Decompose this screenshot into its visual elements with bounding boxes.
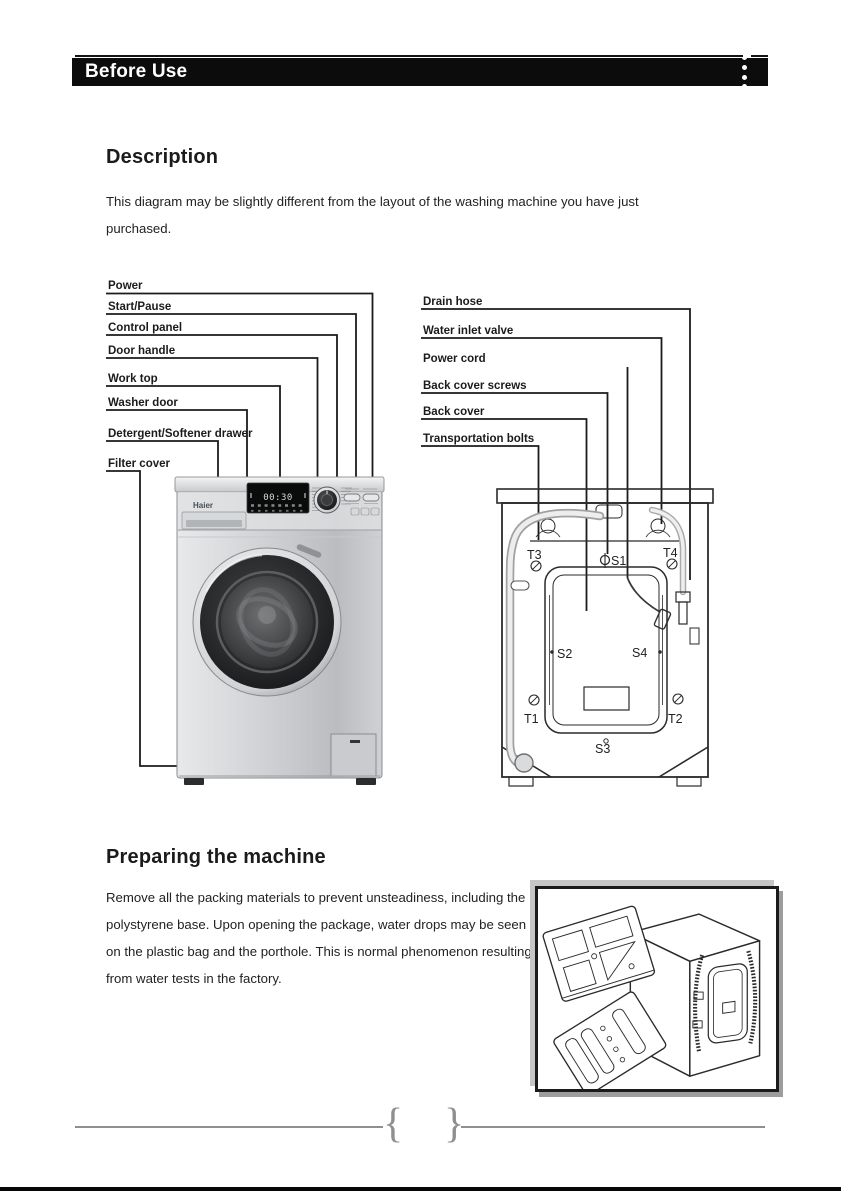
washer-back-view	[497, 489, 713, 786]
screw-icon	[529, 695, 539, 705]
marker-t2: T2	[668, 712, 683, 726]
back-top-slab	[497, 489, 713, 503]
packaging-figure	[535, 886, 779, 1092]
back-panel	[502, 503, 708, 777]
marker-t4: T4	[663, 546, 678, 560]
display-panel	[247, 483, 309, 513]
label-water-inlet-valve: Water inlet valve	[423, 325, 514, 337]
label-power: Power	[108, 280, 143, 292]
leader-line	[421, 338, 662, 524]
back-foot-right	[677, 777, 701, 786]
description-heading: Description	[106, 146, 219, 168]
screw-icon	[531, 561, 541, 571]
marker-s4: S4	[632, 646, 648, 660]
label-drain-hose: Drain hose	[423, 296, 483, 308]
brand-logo: Haier	[193, 501, 214, 510]
detergent-drawer	[182, 512, 246, 529]
right-brace-icon: }	[444, 1101, 465, 1147]
label-transportation-bolts: Transportation bolts	[423, 433, 535, 445]
marker-s3: S3	[595, 742, 611, 756]
foot-left	[184, 778, 204, 785]
preparing-body: Remove all the packing materials to prevent unsteadiness, including the polystyrene base. Upon opening the package, water drops may be seen on the plastic bag and the porthole. This is normal phenomenon resulting from water tests in the factory.	[106, 890, 532, 986]
washer-front-view	[175, 477, 384, 785]
label-door-handle: Door handle	[108, 345, 176, 357]
display-time: 00:30	[263, 493, 293, 503]
marker-s1: S1	[611, 554, 627, 568]
label-power-cord: Power cord	[423, 353, 486, 365]
back-callout-labels	[421, 296, 690, 611]
label-back-cover-screws: Back cover screws	[423, 380, 527, 392]
screw-s4-dot	[658, 650, 662, 654]
hose-spigot	[511, 581, 529, 590]
cord-clip	[690, 628, 699, 644]
bottom-rule	[0, 1187, 841, 1191]
power-button	[363, 494, 379, 501]
start-pause-button	[344, 494, 360, 501]
screw-s2-dot	[550, 650, 554, 654]
footer-rule-left	[75, 1126, 383, 1128]
filter-cover	[331, 734, 376, 776]
left-brace-icon: {	[383, 1101, 404, 1147]
label-filter-cover: Filter cover	[108, 458, 170, 470]
screw-icon	[673, 694, 683, 704]
label-work-top: Work top	[108, 373, 158, 385]
marker-s2: S2	[557, 647, 573, 661]
screw-icon	[667, 559, 677, 569]
marker-t1: T1	[524, 712, 539, 726]
label-detergent-drawer: Detergent/Softener drawer	[108, 428, 253, 440]
power-cord	[628, 578, 672, 630]
rating-plate	[584, 687, 629, 710]
label-start-pause: Start/Pause	[108, 301, 172, 313]
footer-rule-right	[461, 1126, 765, 1128]
back-foot-left	[509, 777, 533, 786]
label-washer-door: Washer door	[108, 397, 178, 409]
section-title: Before Use	[85, 61, 188, 82]
program-dial	[314, 487, 340, 513]
label-control-panel: Control panel	[108, 322, 183, 334]
foot-right	[356, 778, 376, 785]
description-body: This diagram may be slightly different from the layout of the washing machine you have just purchased.	[106, 194, 639, 236]
label-back-cover: Back cover	[423, 406, 485, 418]
preparing-heading: Preparing the machine	[106, 846, 326, 868]
marker-t3: T3	[527, 548, 542, 562]
packaging-drawing	[538, 889, 776, 1089]
